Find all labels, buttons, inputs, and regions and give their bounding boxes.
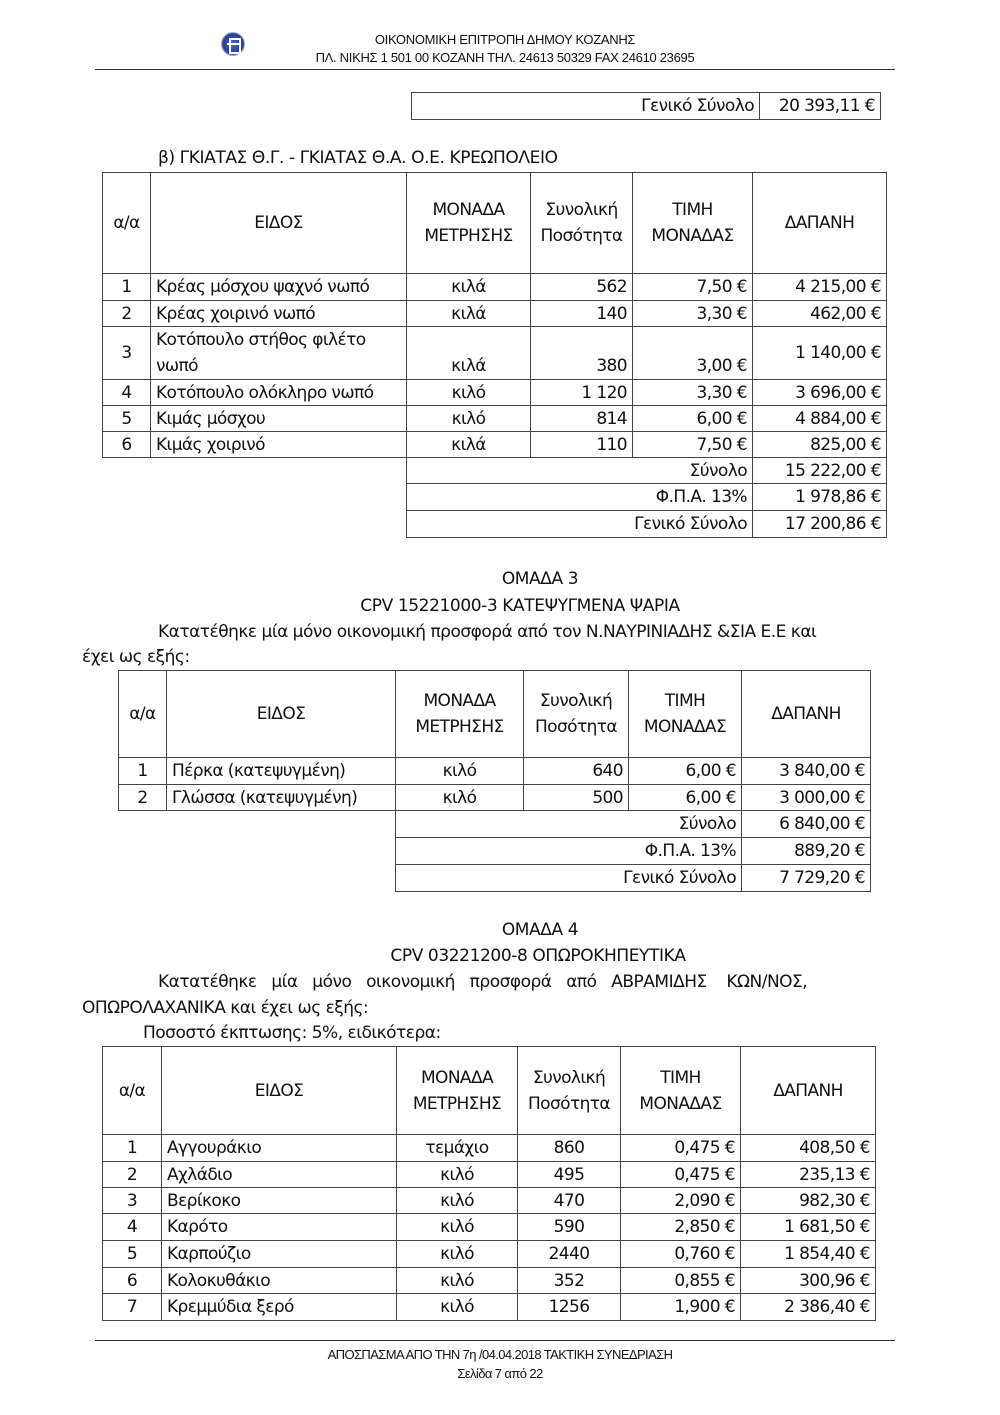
group3-heading: ΟΜΑΔΑ 3 <box>501 569 579 589</box>
grand-total-row: Γενικό Σύνολο 17 200,86 € <box>103 511 887 538</box>
table-row: 1 Αγγουράκιο τεμάχιο 860 0,475 € 408,50 € <box>103 1135 876 1162</box>
table-row: 2 Αχλάδιο κιλό 495 0,475 € 235,13 € <box>103 1162 876 1188</box>
col-cost: ΔΑΠΑΝΗ <box>753 173 887 274</box>
group3-cpv: CPV 15221000-3 ΚΑΤΕΨΥΓΜΕΝΑ ΨΑΡΙΑ <box>360 596 680 616</box>
col-price: ΤΙΜΗ ΜΟΝΑΔΑΣ <box>633 173 753 274</box>
group4-discount: Ποσοστό έκπτωσης: 5%, ειδικότερα: <box>143 1023 441 1043</box>
col-item: ΕΙΔΟΣ <box>167 671 396 758</box>
footer-meeting-info: ΑΠΟΣΠΑΣΜΑ ΑΠΟ ΤΗΝ 7η /04.04.2018 ΤΑΚΤΙΚΗ ΣΥΝΕΔΡΙΑΣΗ <box>327 1347 673 1362</box>
col-unit: ΜΟΝΑΔΑ ΜΕΤΡΗΣΗΣ <box>397 1047 518 1135</box>
col-cost: ΔΑΠΑΝΗ <box>742 671 871 758</box>
group4-table <box>102 1046 876 1321</box>
group3-table <box>118 670 871 892</box>
col-item: ΕΙΔΟΣ <box>151 173 407 274</box>
col-qty: Συνολική Ποσότητα <box>524 671 629 758</box>
table-row: 7 Κρεμμύδια ξερό κιλό 1256 1,900 € 2 386,40 € <box>103 1294 876 1321</box>
table-row: 6 Κιμάς χοιρινό κιλά 110 7,50 € 825,00 € <box>103 432 887 458</box>
grand-total-value: 20 393,11 € <box>760 93 881 120</box>
table-row: 1 Κρέας μόσχου ψαχνό νωπό κιλά 562 7,50 € 4 215,00 € <box>103 274 887 301</box>
col-qty: Συνολική Ποσότητα <box>518 1047 621 1135</box>
previous-total-table <box>411 92 881 120</box>
vat-row: Φ.Π.Α. 13% 1 978,86 € <box>103 484 887 511</box>
vat-row: Φ.Π.Α. 13% 889,20 € <box>119 838 871 865</box>
table-row: 4 Κοτόπουλο ολόκληρο νωπό κιλό 1 120 3,30 € 3 696,00 € <box>103 380 887 406</box>
group4-paragraph-line1: Κατατέθηκε μία μόνο οικονομική προσφορά από ΑΒΡΑΜΙΔΗΣ ΚΩΝ/ΝΟΣ, <box>158 972 808 992</box>
table-row: 5 Κιμάς μόσχου κιλό 814 6,00 € 4 884,00 € <box>103 406 887 432</box>
col-aa: α/α <box>119 671 167 758</box>
section-b-table <box>102 172 887 538</box>
table-row: 2 Γλώσσα (κατεψυγμένη) κιλό 500 6,00 € 3 000,00 € <box>119 785 871 811</box>
group4-cpv: CPV 03221200-8 ΟΠΩΡΟΚΗΠΕΥΤΙΚΑ <box>390 946 686 966</box>
group3-paragraph-line1: Κατατέθηκε μία μόνο οικονομική προσφορά από τον Ν.ΝΑΥΡΙΝΙΑΔΗΣ &ΣΙΑ Ε.Ε και <box>158 622 817 642</box>
group3-paragraph-line2: έχει ως εξής: <box>82 647 190 667</box>
footer-divider <box>95 1340 895 1341</box>
col-aa: α/α <box>103 1047 162 1135</box>
table-row: 3 Κοτόπουλο στήθος φιλέτο νωπό κιλά 380 3,00 € 1 140,00 € <box>103 327 887 380</box>
table-row: 5 Καρπούζιο κιλό 2440 0,760 € 1 854,40 € <box>103 1241 876 1268</box>
grand-total-row: Γενικό Σύνολο 7 729,20 € <box>119 865 871 892</box>
header-address: ΠΛ. ΝΙΚΗΣ 1 501 00 ΚΟΖΑΝΗ ΤΗΛ. 24613 50329 FAX 24610 23695 <box>315 50 695 65</box>
table-row: 3 Βερίκοκο κιλό 470 2,090 € 982,30 € <box>103 1188 876 1214</box>
col-item: ΕΙΔΟΣ <box>162 1047 397 1135</box>
col-price: ΤΙΜΗ ΜΟΝΑΔΑΣ <box>629 671 742 758</box>
header-organization: ΟΙΚΟΝΟΜΙΚΗ ΕΠΙΤΡΟΠΗ ΔΗΜΟΥ ΚΟΖΑΝΗΣ <box>374 32 636 47</box>
col-price: ΤΙΜΗ ΜΟΝΑΔΑΣ <box>621 1047 741 1135</box>
subtotal-row: Σύνολο 6 840,00 € <box>119 811 871 838</box>
col-unit: ΜΟΝΑΔΑ ΜΕΤΡΗΣΗΣ <box>396 671 524 758</box>
col-cost: ΔΑΠΑΝΗ <box>741 1047 876 1135</box>
section-b-title: β) ΓΚΙΑΤΑΣ Θ.Γ. - ΓΚΙΑΤΑΣ Θ.Α. Ο.Ε. ΚΡΕΩΠΟΛΕΙΟ <box>158 148 558 168</box>
col-qty: Συνολική Ποσότητα <box>531 173 633 274</box>
col-aa: α/α <box>103 173 151 274</box>
table-row: 6 Κολοκυθάκιο κιλό 352 0,855 € 300,96 € <box>103 1268 876 1294</box>
table-row: 2 Κρέας χοιρινό νωπό κιλά 140 3,30 € 462,00 € <box>103 301 887 327</box>
header-divider <box>95 69 895 70</box>
table-row: 4 Καρότο κιλό 590 2,850 € 1 681,50 € <box>103 1214 876 1241</box>
footer-page-number: Σελίδα 7 από 22 <box>457 1366 543 1381</box>
table-row: 1 Πέρκα (κατεψυγμένη) κιλό 640 6,00 € 3 840,00 € <box>119 758 871 785</box>
group4-heading: ΟΜΑΔΑ 4 <box>501 920 579 940</box>
subtotal-row: Σύνολο 15 222,00 € <box>103 458 887 484</box>
group4-paragraph-line2: ΟΠΩΡΟΛΑΧΑΝΙΚΑ και έχει ως εξής: <box>82 998 369 1018</box>
grand-total-label: Γενικό Σύνολο <box>412 93 760 120</box>
col-unit: ΜΟΝΑΔΑ ΜΕΤΡΗΣΗΣ <box>407 173 531 274</box>
